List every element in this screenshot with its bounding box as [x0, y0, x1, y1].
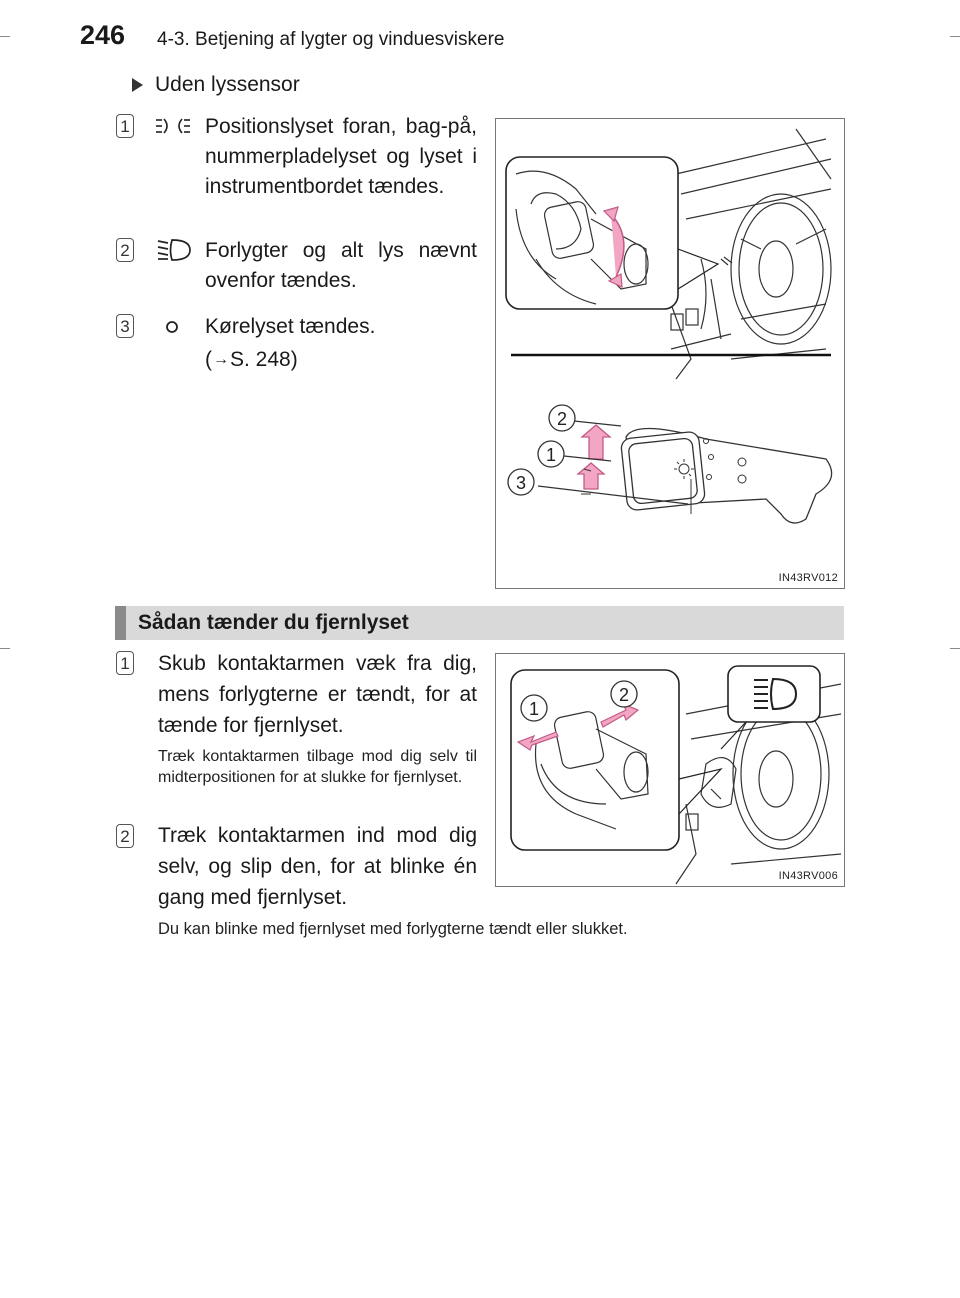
crop-mark — [0, 36, 10, 37]
item-number-2: 2 — [116, 238, 134, 262]
step-number-1: 1 — [116, 651, 134, 675]
figure-code: IN43RV006 — [778, 870, 838, 882]
crop-mark — [0, 648, 10, 649]
daytime-running-light-icon — [165, 320, 179, 334]
step-number-2: 2 — [116, 824, 134, 848]
bullet-heading — [132, 73, 300, 97]
figure-illustration — [496, 119, 845, 589]
crop-mark — [950, 648, 960, 649]
position-1-text: Positionslyset foran, bag-på, nummerpladelyset og lyset i instrumentbordet tændes. — [205, 115, 477, 198]
footnote: Du kan blinke med fjernlyset med forlygterne tændt eller slukket. — [158, 920, 628, 938]
position-2-text: Forlygter og alt lys nævnt ovenfor tændes. — [205, 239, 477, 292]
triangle-bullet-icon — [132, 78, 143, 92]
step-1-text: Skub kontaktarmen væk fra dig, mens forlygterne er tændt, for at tænde for fjernlyset. — [158, 652, 477, 737]
item-number-3: 3 — [116, 314, 134, 338]
section-header: 4-3. Betjening af lygter og vinduesviskere — [157, 29, 505, 50]
figure-code: IN43RV012 — [778, 572, 838, 584]
reference-page: S. 248) — [230, 348, 298, 371]
bullet-label: Uden lyssensor — [155, 73, 300, 96]
figure-illustration — [496, 654, 845, 887]
headlight-low-beam-icon — [156, 237, 192, 263]
section-title: Sådan tænder du fjernlyset — [138, 611, 409, 634]
item-number-1: 1 — [116, 114, 134, 138]
callout-2: 2 — [618, 685, 630, 705]
reference-arrow-icon: → — [213, 351, 229, 368]
step-2-text: Træk kontaktarmen ind mod dig selv, og slip den, for at blinke én gang med fjernlyset. — [158, 824, 477, 909]
step-1-note: Træk kontaktarmen tilbage mod dig selv til midterpositionen for at slukke for fjernlyset. — [158, 748, 477, 786]
page-reference[interactable]: ( → S. 248) — [205, 348, 298, 371]
callout-1: 1 — [528, 699, 540, 719]
position-3-text: Kørelyset tændes. — [205, 315, 376, 338]
callout-1: 1 — [545, 445, 557, 465]
section-heading-bar — [115, 606, 844, 640]
figure-light-switch — [495, 118, 845, 589]
figure-high-beam — [495, 653, 845, 887]
callout-3: 3 — [515, 473, 527, 493]
callout-2: 2 — [556, 409, 568, 429]
parking-light-icon — [155, 116, 191, 136]
crop-mark — [950, 36, 960, 37]
page-number: 246 — [80, 20, 126, 50]
